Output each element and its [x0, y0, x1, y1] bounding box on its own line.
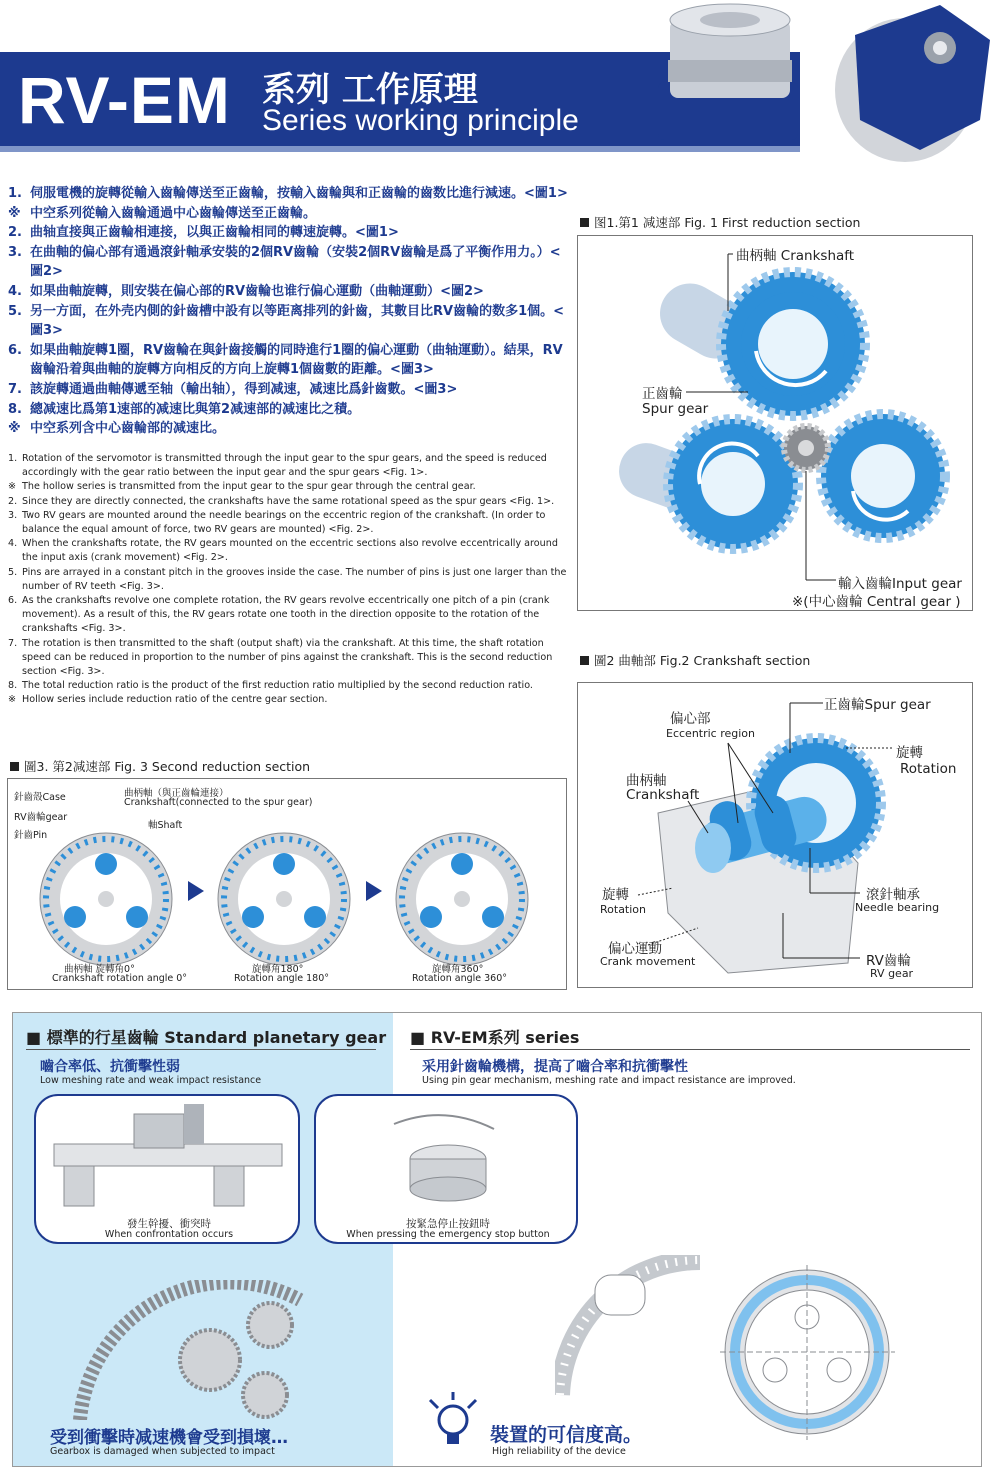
fig2-label-rv-en: RV gear	[870, 967, 914, 980]
fig3-label-shaft: 軸Shaft	[148, 820, 183, 831]
fig2-label-needle-cn: 滾針軸承	[866, 887, 920, 903]
fig1-box	[577, 235, 973, 611]
fig2-label-eccentric-en: Eccentric region	[666, 727, 756, 740]
fig2-label-rv-cn: RV齒輪	[866, 953, 911, 969]
page-header	[0, 0, 1000, 170]
fig1-label-input-gear: 輸入齒輪Input gear	[838, 576, 962, 592]
fig3-label-case: 針齒殼Case	[14, 792, 66, 803]
list-item: 1. 伺服電機的旋轉從輸入齒輪傳送至正齒輪，按輸入齒輪與和正齒輪的齒数比進行減速。<圖1>	[8, 186, 568, 201]
fig3-label-crank-en: Crankshaft(connected to the spur gear)	[124, 797, 313, 808]
list-item: 2. Since they are directly connected, the crankshafts have the same rotational speed as the spur gears <Fig. 1>.	[8, 495, 555, 507]
fig2-label-rotation-en-right: Rotation	[900, 761, 957, 777]
bubble2-cn: 按緊急停止按鈕時	[406, 1218, 490, 1230]
fig2-label-crank-en: Crank movement	[600, 955, 696, 968]
fig3-state2-cn: 旋轉角360°	[432, 964, 484, 975]
left-result-cn: 受到衝擊時减速機會受到損壞…	[50, 1428, 288, 1448]
list-item: ※ 中空系列從輸入齒輪通過中心齒輪傳送至正齒輪。	[8, 205, 317, 221]
fig2-label-crankshaft-cn: 曲柄軸	[626, 773, 667, 789]
fig1-label-crankshaft: 曲柄軸 Crankshaft	[736, 248, 855, 264]
fig3-label-crank-cn: 曲柄軸（與正齒輪連接）	[124, 788, 229, 799]
right-title-rule	[410, 1049, 970, 1050]
en-principle-list	[8, 452, 568, 708]
left-sub-cn: 嚙合率低、抗衝擊性弱	[40, 1059, 180, 1075]
left-result-en: Gearbox is damaged when subjected to impact	[50, 1446, 275, 1457]
list-item: ※ Hollow series include reduction ratio of the centre gear section.	[8, 694, 328, 706]
right-sub-en: Using pin gear mechanism, meshing rate and impact resistance are improved.	[422, 1075, 796, 1086]
fig3-state1-cn: 旋轉角180°	[252, 964, 304, 975]
bubble1-en: When confrontation occurs	[104, 1229, 234, 1240]
fig1-label-spur-en: Spur gear	[642, 401, 709, 417]
fig3-state2-en: Rotation angle 360°	[412, 973, 508, 984]
list-item: ※ 中空系列含中心齒輪部的减速比。	[8, 421, 226, 437]
lightbulb-icon	[420, 1390, 486, 1450]
title-english: Series working principle	[262, 104, 579, 137]
fig2-label-rotation-cn-right: 旋轉	[896, 745, 923, 761]
bubble2-en: When pressing the emergency stop button	[346, 1229, 550, 1240]
left-sub-en: Low meshing rate and weak impact resistance	[40, 1075, 262, 1086]
list-item: 2. 曲轴直接與正齒輪相連接，以與正齒輪相同的轉速旋轉。<圖1>	[8, 225, 399, 241]
fig2-caption: 圖2 曲軸部 Fig.2 Crankshaft section	[580, 651, 810, 669]
list-item: 8. 總减速比爲第1速部的减速比與第2减速部的减速比之積。	[8, 401, 361, 417]
list-item: 3. 在曲軸的偏心部有通過滾針軸承安裝的2個RV齒輪（安裝2個RV齒輪是爲了平衡作用力。）<圖2>	[8, 244, 561, 280]
confrontation-bubble	[34, 1094, 300, 1244]
list-item: 6. 如果曲軸旋轉1圈，RV齒輪在與針齒接觸的同時進行1圈的偏心運動（曲轴運動）。結果，RV齒輪沿着與曲軸的旋轉方向相反的方向上旋轉1個齒數的距離。<圖3>	[8, 342, 563, 378]
left-title-rule	[26, 1049, 376, 1050]
emergency-stop-bubble	[314, 1094, 578, 1244]
emergency-stop-illustration	[324, 1104, 572, 1214]
reducer-product-image	[640, 0, 1000, 170]
fig2-label-needle-en: Needle bearing	[855, 901, 940, 914]
list-item: ※ The hollow series is transmitted from the input gear to the spur gear through the central gear.	[8, 481, 476, 493]
left-section-title: ■ 標準的行星齒輪 Standard planetary gear	[26, 1028, 387, 1047]
fig1-caption: 图1.第1 减速部 Fig. 1 First reduction section	[580, 213, 860, 231]
right-result-en: High reliability of the device	[492, 1446, 626, 1457]
planetary-gear-illustration	[60, 1280, 320, 1420]
list-item: 7. The rotation is then transmitted to the shaft (output shaft) via the crankshaft. At this time, the shaft rotation speed can be reduced in proportion to the number of pins against the crankshaft. This is the second reduction section <Fig. 3>.	[8, 637, 553, 678]
fig1-label-spur-cn: 正齒輪	[642, 386, 683, 402]
fig1-label-central-gear: ※(中心齒輪 Central gear )	[792, 594, 961, 610]
machine-collision-illustration	[44, 1104, 292, 1214]
list-item: 3. Two RV gears are mounted around the needle bearings on the eccentric region of the crankshaft. (In order to balance the equal amount of force, two RV gears are mounted) <Fig. 2>.	[8, 509, 546, 536]
fig2-label-spur-gear: 正齒輪Spur gear	[824, 697, 931, 713]
right-result-cn: 裝置的可信度高。	[490, 1424, 643, 1446]
fig3-caption: 圖3. 第2减速部 Fig. 3 Second reduction section	[10, 757, 310, 775]
fig2-label-crankshaft-en: Crankshaft	[626, 787, 700, 803]
list-item: 5. Pins are arrayed in a constant pitch in the grooves inside the case. The number of pins is just one larger than the number of RV teeth <Fig. 3>.	[8, 566, 567, 592]
title-model: RV-EM	[18, 63, 231, 137]
list-item: 5. 另一方面，在外壳内側的針齒槽中設有以等距离排列的針齒，其數目比RV齒輪的数多1個。<圖3>	[8, 303, 565, 339]
right-sub-cn: 采用針齒輪機構，提高了嚙合率和抗衝擊性	[422, 1059, 688, 1075]
fig2-label-eccentric-cn: 偏心部	[670, 711, 711, 727]
list-item: 6. As the crankshafts revolve one complete rotation, the RV gears revolve eccentrically one pitch of a pin (crank movement). As a result of this, the RV gears rotate one tooth in the direction opposite to the rotation of the crankshafts <Fig. 3>.	[8, 595, 550, 635]
rv-gear-reliable-illustration	[720, 1265, 895, 1440]
fig1-gears-illustration	[578, 236, 972, 610]
title-chinese: 系列 工作原理	[262, 70, 478, 110]
fig3-state0-en: Crankshaft rotation angle 0°	[52, 973, 188, 984]
fig3-box	[7, 778, 567, 990]
fig3-label-rv-gear: RV齒輪gear	[14, 812, 68, 823]
list-item: 7. 該旋轉通過曲軸傳遞至轴（輸出轴），得到减速，减速比爲針齒數。<圖3>	[8, 381, 458, 397]
fig2-label-rotation-cn-left: 旋轉	[602, 887, 629, 903]
list-item: 4. 如果曲軸旋轉，則安裝在偏心部的RV齒輪也谁行偏心運動（曲軸運動）<圖2>	[8, 283, 484, 299]
bubble1-cn: 發生幹擾、衝突時	[127, 1218, 211, 1230]
list-item: 1. Rotation of the servomotor is transmitted through the input gear to the spur gears, and the speed is reduced accordingly with the gear ratio between the input gear and the spur gears <Fig. 1>.	[8, 453, 547, 479]
fig3-state-180	[218, 833, 350, 965]
fig3-state-360	[396, 833, 528, 965]
cn-principle-list	[8, 184, 568, 439]
fig3-rotation-sequence	[8, 779, 566, 989]
fig3-state0-cn: 曲柄軸 旋轉角0°	[64, 964, 135, 975]
pin-gear-closeup-illustration	[555, 1255, 705, 1405]
fig3-state-0	[40, 833, 172, 965]
list-item: 4. When the crankshafts rotate, the RV gears mounted on the eccentric sections also revolve eccentrically around the input axis (crank movement) <Fig. 2>.	[8, 538, 558, 564]
fig2-label-rotation-en-left: Rotation	[600, 903, 647, 916]
fig2-box	[577, 682, 973, 988]
fig3-label-pin: 針齒Pin	[14, 830, 48, 841]
right-section-title: ■ RV-EM系列 series	[410, 1028, 580, 1047]
fig2-label-crank-cn: 偏心運動	[608, 941, 662, 957]
fig3-state1-en: Rotation angle 180°	[234, 973, 330, 984]
list-item: 8. The total reduction ratio is the product of the first reduction ratio multiplied by the second reduction ratio.	[8, 680, 533, 692]
